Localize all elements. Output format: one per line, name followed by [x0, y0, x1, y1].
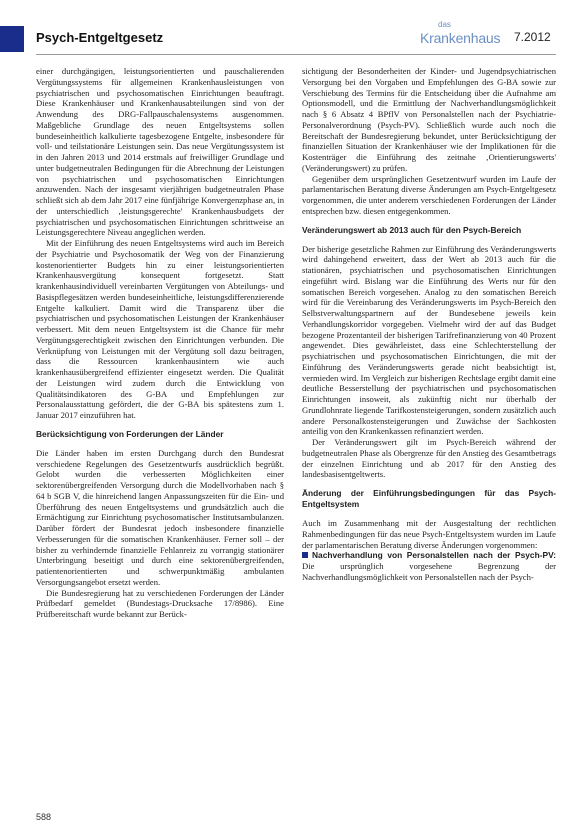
logo-das: das: [438, 20, 451, 29]
section-heading: Berücksichtigung von Forderungen der Länder: [36, 428, 224, 439]
section-heading: Änderung der Einführungsbedingungen für das Psych-Entgeltsystem: [302, 488, 556, 509]
issue-number: 7.2012: [514, 30, 551, 44]
page-number: 588: [36, 812, 52, 822]
bullet-title: Nachverhandlung von Personalstellen nach der Psych-PV:: [312, 550, 556, 561]
paragraph: Die Länder haben im ersten Durchgang durch den Bundesrat verschiedene Regelungen des Gesetzentwurfs ausdrücklich begrüßt. Gelobt wurden die verbesserten Möglichkeiten einer sektorenübergreifenden Versorgung durch die Modellvorhaben nach § 64 b SGB V, die hinreichend langen Anpassungszeiten für die Ein- und Überführung des neuen Entgeltsystems und grundsätzlich auch die Ermächtigung zur Einrichtung psychosomatischer Institutsambulanzen. Darüber fördert der Bundesrat jedoch insbesondere finanzielle Verbesserungen für die somatischen Krankenhäuser. Ferner soll – der bisher zu verhindernde finanzielle Fehlanreiz zu vorrangig stationärer Unterbringung beseitigt und durch eine sektorenübergreifenden, patientenorientierten und schwerpunktmäßig ambulanten Versorgungsangebot ersetzt werden.: [36, 447, 284, 587]
logo-krankenhaus: Krankenhaus: [420, 30, 501, 46]
bullet-text: Die ursprünglich vorgesehene Begrenzung der Nachverhandlungsmöglichkeit von Personalstellen nach der Psych-: [302, 561, 556, 582]
left-column: [36, 66, 284, 620]
running-title: Psych-Entgeltgesetz: [36, 30, 164, 45]
paragraph: Die Bundesregierung hat zu verschiedenen Forderungen der Länder Prüfbedarf gemeldet (Bundestags-Drucksache 17/8986). Eine Prüfbereitschaft wurde bekannt zur Berück-: [36, 587, 284, 619]
paragraph: Der bisherige gesetzliche Rahmen zur Einführung des Veränderungswerts wird dahingehend erweitert, dass der Wert ab 2013 auch für die stationären, psychiatrischen und psychosomatischen Einrichtungen eingeführt wird. Bislang war die Einführung des Werts nur für den somatischen Bereich vorgesehen. Analog zu den somatischen Bereich wird für die Vereinbarung des Veränderungswerts im Psych-Bereich den Selbstverwaltungspartnern auf der Bundesebene jeweils kein Verhandlungskorridor vorgegeben. Vielmehr wird der auf das Budget bezogene Prozentanteil der bisherigen Tarifrefinanzierung von 40 Prozent angewendet. Dies gewährleistet, dass eine Schlechterstellung der psychiatrischen und psychosomatischen Einrichtungen, die mit der Einführung des Veränderungswerts gerade nicht beabsichtigt ist, vermieden wird. Im Vergleich zur bisherigen Rechtslage ergibt damit eine deutliche Besserstellung der psychiatrischen und psychosomatischen Einrichtungen insoweit, als zukünftig nicht nur überhalb der Grundlohnrate liegende Tarifkostensteigerungen, sondern zusätzlich auch andere Personalkostensteigerungen und Zuwächse der Sachkosten anteilig von den Krankenkassen refinanziert werden.: [302, 243, 556, 437]
section-heading: Veränderungswert ab 2013 auch für den Psych-Bereich: [302, 224, 522, 235]
section-color-tab: [0, 26, 24, 52]
paragraph: Mit der Einführung des neuen Entgeltsystems wird auch im Bereich der Psychiatrie und Psychosomatik der Weg von der Finanzierung kostenorientierter Budgets hin zu einer leistungsorientierten Krankenhausvergütung konsequent fortgesetzt. Statt krankenhausindividuell vereinbarten Vergütungen von Abteilungs- und Basispflegesätzen werden bundeseinheitliche, leistungsdifferenzierende Entgelte kalkuliert. Damit wird die Transparenz über die psychiatrischen und psychosomatischen Leistungen der Krankenhäuser verbessert. Mit dem neuen Entgeltsystem ist die Chance für mehr Vergütungsgerechtigkeit zwischen den Einrichtungen verbunden. Die Verknüpfung von Leistungen mit der Vergütung soll dazu beitragen, dass die Ressourcen krankenhausintern wie auch krankenhausübergreifend effizienter eingesetzt werden. Die Qualität der Leistungen wird zudem durch die Entwicklung von Qualitätsindikatoren des G-BA und Empfehlungen zur Personalausstattung gefördert, die der G-BA bis spätestens zum 1. Januar 2017 einzuführen hat.: [36, 238, 284, 420]
paragraph: einer durchgängigen, leistungsorientierten und pauschalierenden Vergütungssystems für allgemeinen Krankenhausleistungen von psychiatrischen und psychosomatischen Einrichtungen beauftragt. Diese Krankenhäuser und Krankenhausabteilungen sind von der Anwendung des DRG-Fallpauschalensystems ausgenommen. Maßgebliche Grundlage des neuen Entgeltsystems sollen bundeseinheitlich kalkulierte tagesbezogene Entgelte, insbesondere für voll- und teilstationäre Leistungen sein. Das neue Vergütungssystem ist in den Jahren 2013 und 2014 erstmals auf freiwilliger Grundlage und unter budgetneutralen Bedingungen für die Abrechnung der Leistungen von psychiatrischen und psychosomatischen Einrichtungen anzuwenden. Nach der insgesamt vierjährigen budgetneutralen Phase schließt sich ab dem Jahr 2017 eine fünfjährige Konvergenzphase an, in der unterschiedlich ‚leistungsgerechte' Krankenhausbudgets der psychiatrischen und psychosomatischen Einrichtungen schrittweise an Leistungsgerechtere Niveau angeglichen werden.: [36, 66, 284, 238]
paragraph: Der Veränderungswert gilt im Psych-Bereich während der budgetneutralen Phase als Obergrenze für den Anstieg des Gesamtbetrags der einzelnen Einrichtung und ab 2017 für den Anstieg des landesbasisentgeltwerts.: [302, 437, 556, 480]
bullet-item: [302, 550, 556, 582]
right-column: [302, 66, 556, 583]
bullet-square-icon: [302, 552, 308, 558]
header-rule: [36, 54, 556, 55]
paragraph: sichtigung der Besonderheiten der Kinder- und Jugendpsychiatrischen Versorgung bei den Vorgaben und Empfehlungen des G-BA sowie zur Verschiebung des Termins für die Entscheidung über die Aufnahme am Optionsmodell, und die Ermittlung der Nachverhandlungsmöglichkeit nach § 6 Absatz 4 BPflV von Personalstellen nach der Psychiatrie-Personalverordnung (Psych-PV). Schließlich wurde auch noch die Bereitschaft der Bundesregierung bekundet, unter Berücksichtigung der finanziellen Situation der Krankenhäuser wie der Implikationen für die Kostenträger die Einführung des zeitnahe ‚Orientierungswerts' (Veränderungswert) zu prüfen.: [302, 66, 556, 173]
paragraph: Auch im Zusammenhang mit der Ausgestaltung der rechtlichen Rahmenbedingungen für das neue Psych-Entgeltsystem wurden im Laufe der parlamentarischen Beratung diverse Änderungen vorgenommen:: [302, 518, 556, 550]
page-header: [0, 0, 573, 58]
paragraph: Gegenüber dem ursprünglichen Gesetzentwurf wurden im Laufe der parlamentarischen Beratung diverse Änderungen am Psych-Entgeltgesetz vorgenommen, die unter anderem verschiedenen Forderungen der Länder entsprechen bzw. diesen entgegenkommen.: [302, 173, 556, 216]
